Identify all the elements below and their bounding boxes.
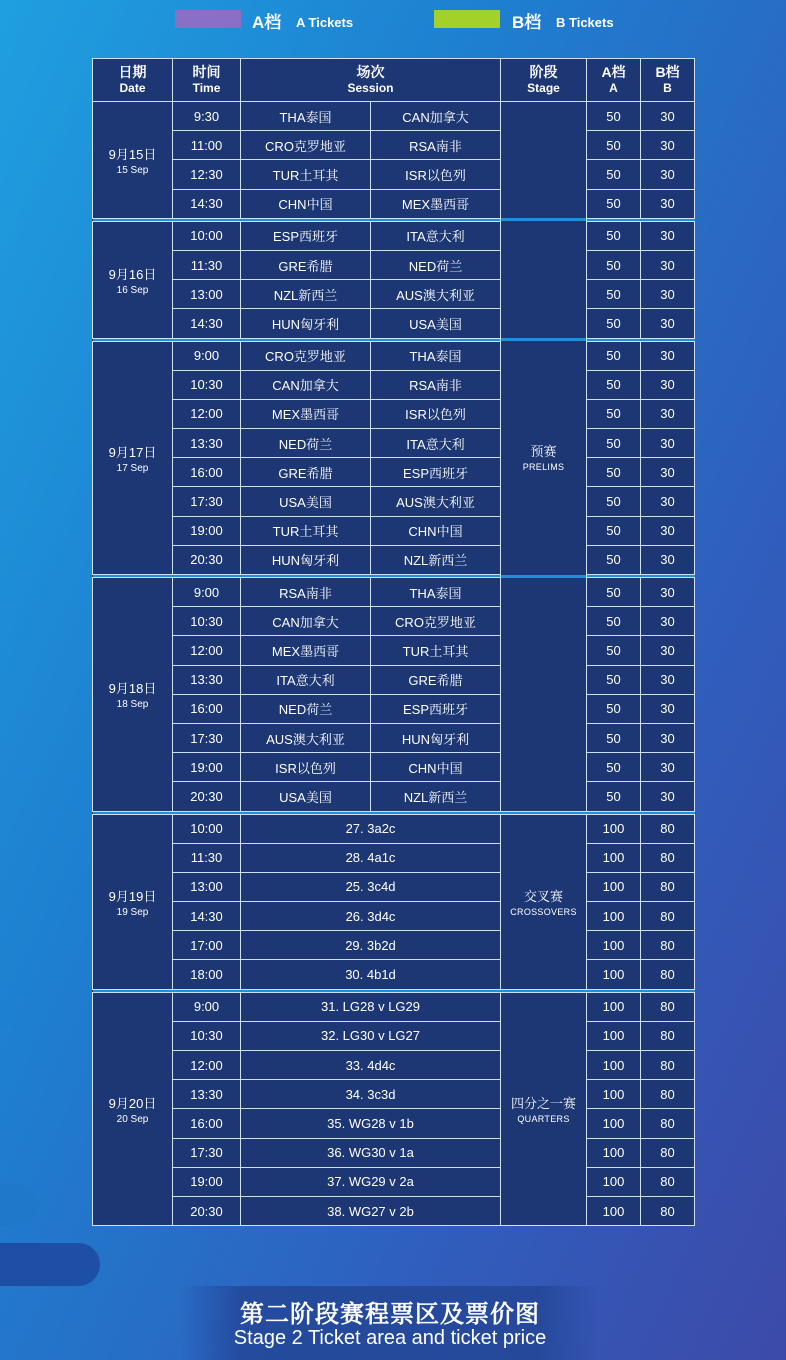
away-team-cell: USA美国 — [371, 309, 501, 338]
price-a-cell: 50 — [587, 636, 641, 665]
b-tickets-label-zh: B档 — [512, 13, 542, 32]
away-team-cell: THA泰国 — [371, 578, 501, 607]
price-b-cell: 80 — [641, 1080, 695, 1109]
header-date: 日期 Date — [93, 59, 173, 102]
table-row — [93, 309, 695, 338]
time-cell: 12:00 — [173, 1051, 241, 1080]
table-row — [93, 872, 695, 901]
price-b-cell: 80 — [641, 1021, 695, 1050]
time-cell: 12:30 — [173, 160, 241, 189]
time-cell: 19:00 — [173, 516, 241, 545]
price-b-cell: 30 — [641, 545, 695, 574]
home-team-cell: NZL新西兰 — [241, 280, 371, 309]
price-a-cell: 50 — [587, 399, 641, 428]
stage-en: QUARTERS — [517, 1114, 570, 1125]
time-cell: 14:30 — [173, 902, 241, 931]
price-b-cell: 30 — [641, 607, 695, 636]
table-row — [93, 280, 695, 309]
price-b-cell: 30 — [641, 665, 695, 694]
match-cell: 34. 3c3d — [241, 1080, 501, 1109]
stage-zh: 交叉赛 — [523, 889, 563, 905]
price-a-cell: 50 — [587, 782, 641, 811]
time-cell: 13:00 — [173, 280, 241, 309]
a-tickets-swatch — [175, 10, 241, 28]
price-a-cell: 50 — [587, 753, 641, 782]
price-b-cell: 30 — [641, 429, 695, 458]
price-b-cell: 30 — [641, 578, 695, 607]
price-a-cell: 50 — [587, 429, 641, 458]
table-row — [93, 160, 695, 189]
table-row — [93, 607, 695, 636]
match-cell: 26. 3d4c — [241, 902, 501, 931]
time-cell: 20:30 — [173, 1196, 241, 1225]
header-stage: 阶段 Stage — [501, 59, 587, 102]
price-a-cell: 50 — [587, 309, 641, 338]
decorative-pill-small — [0, 1184, 38, 1226]
b-tickets-swatch — [434, 10, 500, 28]
table-row — [93, 578, 695, 607]
stage-cell — [501, 814, 587, 989]
time-cell: 17:30 — [173, 723, 241, 752]
header-time: 时间 Time — [173, 59, 241, 102]
price-a-cell: 50 — [587, 516, 641, 545]
footer-banner — [180, 1286, 600, 1360]
table-row — [93, 131, 695, 160]
home-team-cell: MEX墨西哥 — [241, 636, 371, 665]
price-b-cell: 30 — [641, 487, 695, 516]
table-row — [93, 1051, 695, 1080]
table-row — [93, 782, 695, 811]
price-a-cell: 50 — [587, 221, 641, 250]
stage-en: CROSSOVERS — [510, 907, 577, 918]
price-a-cell: 50 — [587, 341, 641, 370]
price-b-cell: 30 — [641, 341, 695, 370]
time-cell: 14:30 — [173, 309, 241, 338]
time-cell: 16:00 — [173, 694, 241, 723]
price-b-cell: 30 — [641, 516, 695, 545]
match-cell: 36. WG30 v 1a — [241, 1138, 501, 1167]
price-a-cell: 50 — [587, 487, 641, 516]
price-a-cell: 50 — [587, 250, 641, 279]
a-tickets-label-en: A Tickets — [296, 15, 354, 30]
time-cell: 17:30 — [173, 487, 241, 516]
price-a-cell: 100 — [587, 1051, 641, 1080]
price-b-cell: 80 — [641, 872, 695, 901]
price-a-cell: 100 — [587, 931, 641, 960]
time-cell: 10:30 — [173, 607, 241, 636]
time-cell: 11:00 — [173, 131, 241, 160]
price-a-cell: 100 — [587, 960, 641, 989]
time-cell: 18:00 — [173, 960, 241, 989]
home-team-cell: NED荷兰 — [241, 429, 371, 458]
home-team-cell: USA美国 — [241, 782, 371, 811]
home-team-cell: TUR土耳其 — [241, 160, 371, 189]
stage-cell — [501, 102, 587, 812]
table-row — [93, 221, 695, 250]
price-a-cell: 100 — [587, 1109, 641, 1138]
table-row — [93, 814, 695, 843]
away-team-cell: CHN中国 — [371, 516, 501, 545]
date-en: 16 Sep — [116, 284, 149, 296]
away-team-cell: RSA南非 — [371, 131, 501, 160]
away-team-cell: THA泰国 — [371, 341, 501, 370]
table-row — [93, 636, 695, 665]
time-cell: 13:30 — [173, 665, 241, 694]
table-row — [93, 960, 695, 989]
away-team-cell: AUS澳大利亚 — [371, 487, 501, 516]
price-b-cell: 80 — [641, 902, 695, 931]
ticket-legend — [0, 0, 786, 40]
price-b-cell: 30 — [641, 636, 695, 665]
time-cell: 17:00 — [173, 931, 241, 960]
table-row — [93, 1109, 695, 1138]
match-cell: 31. LG28 v LG29 — [241, 992, 501, 1021]
price-b-cell: 30 — [641, 458, 695, 487]
home-team-cell: ESP西班牙 — [241, 221, 371, 250]
away-team-cell: AUS澳大利亚 — [371, 280, 501, 309]
price-b-cell: 80 — [641, 931, 695, 960]
away-team-cell: ITA意大利 — [371, 429, 501, 458]
home-team-cell: TUR土耳其 — [241, 516, 371, 545]
price-b-cell: 30 — [641, 189, 695, 218]
away-team-cell: GRE希腊 — [371, 665, 501, 694]
match-cell: 37. WG29 v 2a — [241, 1167, 501, 1196]
date-en: 15 Sep — [116, 164, 149, 176]
table-row — [93, 992, 695, 1021]
away-team-cell: NED荷兰 — [371, 250, 501, 279]
home-team-cell: ISR以色列 — [241, 753, 371, 782]
time-cell: 9:30 — [173, 102, 241, 131]
price-a-cell: 100 — [587, 1196, 641, 1225]
time-cell: 13:30 — [173, 1080, 241, 1109]
time-cell: 20:30 — [173, 782, 241, 811]
header-session: 场次 Session — [241, 59, 501, 102]
price-b-cell: 80 — [641, 992, 695, 1021]
away-team-cell: ITA意大利 — [371, 221, 501, 250]
time-cell: 19:00 — [173, 1167, 241, 1196]
time-cell: 14:30 — [173, 189, 241, 218]
time-cell: 13:30 — [173, 429, 241, 458]
time-cell: 10:00 — [173, 221, 241, 250]
price-a-cell: 50 — [587, 189, 641, 218]
time-cell: 10:30 — [173, 370, 241, 399]
table-row — [93, 723, 695, 752]
time-cell: 13:00 — [173, 872, 241, 901]
price-a-cell: 100 — [587, 1138, 641, 1167]
stage-cell — [501, 992, 587, 1226]
match-cell: 35. WG28 v 1b — [241, 1109, 501, 1138]
home-team-cell: NED荷兰 — [241, 694, 371, 723]
table-row — [93, 370, 695, 399]
price-a-cell: 50 — [587, 160, 641, 189]
price-b-cell: 80 — [641, 843, 695, 872]
price-b-cell: 30 — [641, 250, 695, 279]
table-row — [93, 545, 695, 574]
home-team-cell: CRO克罗地亚 — [241, 341, 371, 370]
price-a-cell: 100 — [587, 1021, 641, 1050]
table-row — [93, 665, 695, 694]
match-cell: 25. 3c4d — [241, 872, 501, 901]
home-team-cell: GRE希腊 — [241, 250, 371, 279]
price-a-cell: 50 — [587, 370, 641, 399]
away-team-cell: MEX墨西哥 — [371, 189, 501, 218]
date-cell — [93, 341, 173, 575]
match-cell: 27. 3a2c — [241, 814, 501, 843]
header-row — [93, 59, 695, 102]
price-a-cell: 50 — [587, 458, 641, 487]
home-team-cell: CAN加拿大 — [241, 370, 371, 399]
table-row — [93, 1080, 695, 1109]
table-row — [93, 458, 695, 487]
away-team-cell: ISR以色列 — [371, 399, 501, 428]
table-row — [93, 341, 695, 370]
stage-zh: 预赛 — [530, 443, 557, 459]
price-b-cell: 80 — [641, 1138, 695, 1167]
price-b-cell: 80 — [641, 1051, 695, 1080]
match-cell: 29. 3b2d — [241, 931, 501, 960]
table-row — [93, 753, 695, 782]
stage-en: PRELIMS — [522, 461, 565, 472]
date-zh: 9月18日 — [108, 681, 157, 697]
table-row — [93, 399, 695, 428]
price-a-cell: 50 — [587, 578, 641, 607]
time-cell: 10:00 — [173, 814, 241, 843]
price-a-cell: 50 — [587, 280, 641, 309]
schedule-table — [92, 58, 695, 1226]
date-en: 17 Sep — [116, 462, 149, 474]
time-cell: 9:00 — [173, 341, 241, 370]
price-b-cell: 30 — [641, 723, 695, 752]
table-row — [93, 1138, 695, 1167]
price-a-cell: 100 — [587, 814, 641, 843]
time-cell: 12:00 — [173, 399, 241, 428]
home-team-cell: HUN匈牙利 — [241, 309, 371, 338]
home-team-cell: HUN匈牙利 — [241, 545, 371, 574]
price-b-cell: 30 — [641, 782, 695, 811]
header-b: B档 B — [641, 59, 695, 102]
date-zh: 9月15日 — [108, 146, 157, 162]
match-cell: 30. 4b1d — [241, 960, 501, 989]
time-cell: 20:30 — [173, 545, 241, 574]
price-a-cell: 50 — [587, 131, 641, 160]
footer-title-zh: 第二阶段赛程票区及票价图 — [240, 1301, 540, 1328]
time-cell: 16:00 — [173, 458, 241, 487]
date-cell — [93, 102, 173, 219]
time-cell: 12:00 — [173, 636, 241, 665]
b-tickets-label-en: B Tickets — [556, 15, 614, 30]
price-b-cell: 80 — [641, 814, 695, 843]
away-team-cell: ISR以色列 — [371, 160, 501, 189]
price-b-cell: 30 — [641, 309, 695, 338]
away-team-cell: CAN加拿大 — [371, 102, 501, 131]
price-a-cell: 100 — [587, 843, 641, 872]
time-cell: 16:00 — [173, 1109, 241, 1138]
away-team-cell: RSA南非 — [371, 370, 501, 399]
table-row — [93, 843, 695, 872]
match-cell: 32. LG30 v LG27 — [241, 1021, 501, 1050]
price-a-cell: 100 — [587, 1080, 641, 1109]
date-en: 19 Sep — [116, 906, 149, 918]
away-team-cell: ESP西班牙 — [371, 694, 501, 723]
date-cell — [93, 221, 173, 338]
price-a-cell: 50 — [587, 665, 641, 694]
away-team-cell: CHN中国 — [371, 753, 501, 782]
time-cell: 19:00 — [173, 753, 241, 782]
price-a-cell: 50 — [587, 607, 641, 636]
decorative-pill-large — [0, 1243, 100, 1286]
time-cell: 10:30 — [173, 1021, 241, 1050]
price-b-cell: 30 — [641, 370, 695, 399]
table-row — [93, 694, 695, 723]
home-team-cell: RSA南非 — [241, 578, 371, 607]
price-a-cell: 100 — [587, 872, 641, 901]
price-b-cell: 80 — [641, 1167, 695, 1196]
table-row — [93, 102, 695, 131]
time-cell: 11:30 — [173, 843, 241, 872]
table-row — [93, 931, 695, 960]
date-en: 20 Sep — [116, 1113, 149, 1125]
table-row — [93, 429, 695, 458]
away-team-cell: TUR土耳其 — [371, 636, 501, 665]
table-row — [93, 250, 695, 279]
away-team-cell: CRO克罗地亚 — [371, 607, 501, 636]
match-cell: 38. WG27 v 2b — [241, 1196, 501, 1225]
away-team-cell: NZL新西兰 — [371, 545, 501, 574]
price-a-cell: 50 — [587, 545, 641, 574]
price-b-cell: 80 — [641, 960, 695, 989]
away-team-cell: HUN匈牙利 — [371, 723, 501, 752]
price-b-cell: 80 — [641, 1109, 695, 1138]
a-tickets-label-zh: A档 — [252, 13, 282, 32]
time-cell: 11:30 — [173, 250, 241, 279]
price-b-cell: 30 — [641, 221, 695, 250]
price-a-cell: 100 — [587, 902, 641, 931]
price-a-cell: 50 — [587, 723, 641, 752]
date-zh: 9月19日 — [108, 888, 157, 904]
date-zh: 9月20日 — [108, 1095, 157, 1111]
price-b-cell: 30 — [641, 694, 695, 723]
home-team-cell: CHN中国 — [241, 189, 371, 218]
time-cell: 9:00 — [173, 578, 241, 607]
price-b-cell: 30 — [641, 753, 695, 782]
price-a-cell: 50 — [587, 102, 641, 131]
date-cell — [93, 578, 173, 812]
table-row — [93, 516, 695, 545]
price-b-cell: 30 — [641, 160, 695, 189]
home-team-cell: CRO克罗地亚 — [241, 131, 371, 160]
price-a-cell: 100 — [587, 992, 641, 1021]
date-en: 18 Sep — [116, 699, 149, 711]
match-cell: 28. 4a1c — [241, 843, 501, 872]
date-zh: 9月16日 — [108, 266, 157, 282]
home-team-cell: GRE希腊 — [241, 458, 371, 487]
table-row — [93, 1021, 695, 1050]
home-team-cell: THA泰国 — [241, 102, 371, 131]
price-b-cell: 80 — [641, 1196, 695, 1225]
time-cell: 9:00 — [173, 992, 241, 1021]
table-row — [93, 189, 695, 218]
match-cell: 33. 4d4c — [241, 1051, 501, 1080]
away-team-cell: ESP西班牙 — [371, 458, 501, 487]
header-a: A档 A — [587, 59, 641, 102]
table-row — [93, 1196, 695, 1225]
home-team-cell: USA美国 — [241, 487, 371, 516]
price-b-cell: 30 — [641, 102, 695, 131]
home-team-cell: CAN加拿大 — [241, 607, 371, 636]
home-team-cell: AUS澳大利亚 — [241, 723, 371, 752]
home-team-cell: MEX墨西哥 — [241, 399, 371, 428]
table-row — [93, 902, 695, 931]
price-b-cell: 30 — [641, 131, 695, 160]
price-b-cell: 30 — [641, 399, 695, 428]
price-b-cell: 30 — [641, 280, 695, 309]
home-team-cell: ITA意大利 — [241, 665, 371, 694]
price-a-cell: 50 — [587, 694, 641, 723]
date-cell — [93, 814, 173, 989]
time-cell: 17:30 — [173, 1138, 241, 1167]
stage-zh: 四分之一赛 — [510, 1096, 576, 1112]
footer-title-en: Stage 2 Ticket area and ticket price — [233, 1327, 547, 1349]
date-zh: 9月17日 — [108, 444, 157, 460]
table-row — [93, 1167, 695, 1196]
table-row — [93, 487, 695, 516]
away-team-cell: NZL新西兰 — [371, 782, 501, 811]
date-cell — [93, 992, 173, 1226]
price-a-cell: 100 — [587, 1167, 641, 1196]
